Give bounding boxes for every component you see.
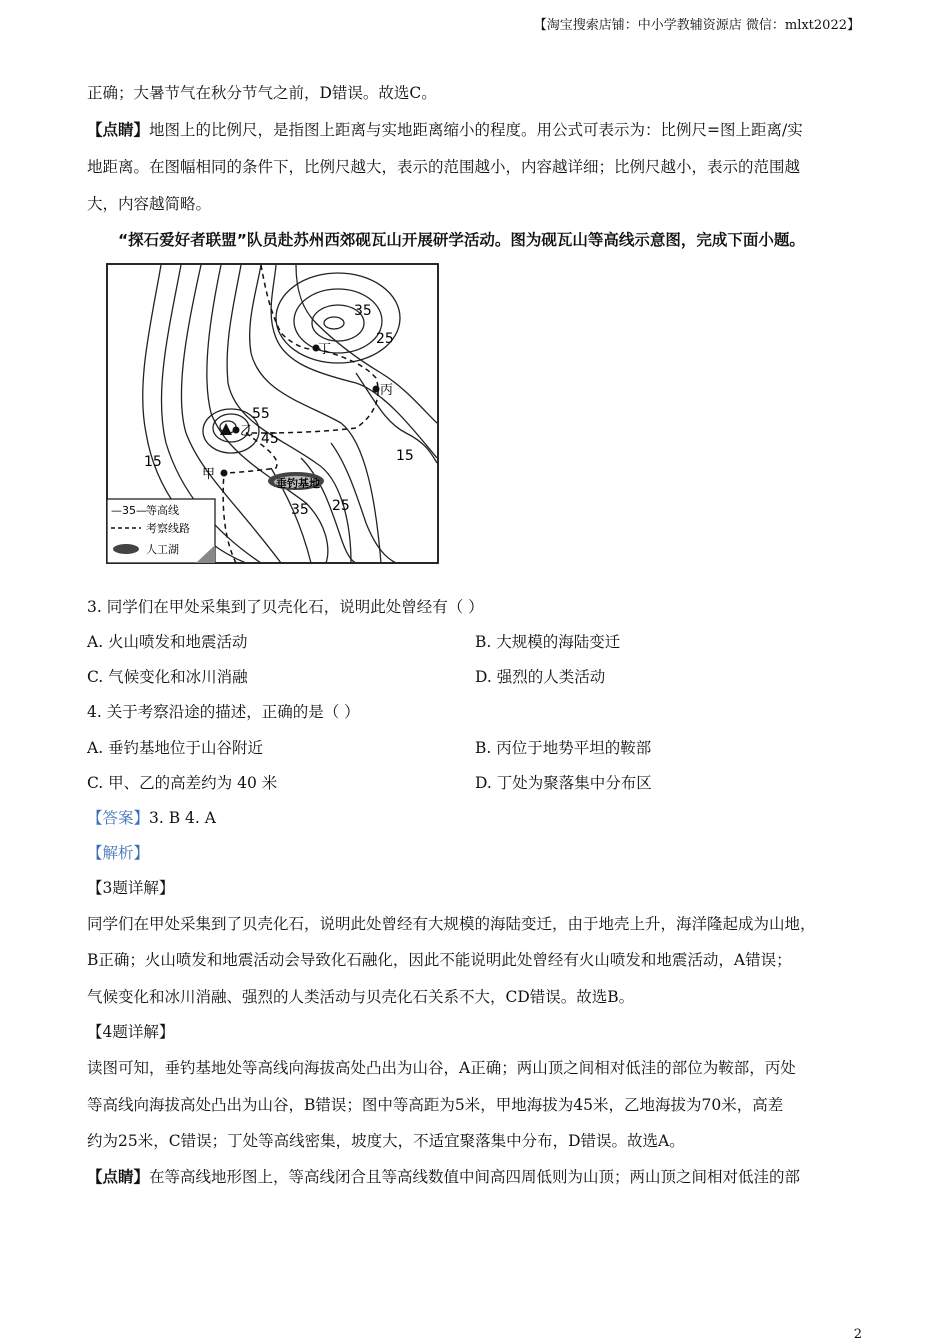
question-3-stem: 3. 同学们在甲处采集到了贝壳化石，说明此处曾经有（ ） xyxy=(87,598,484,616)
label-ding: 丁 xyxy=(318,342,332,357)
contour-label: 15 xyxy=(144,454,162,470)
question-4-stem: 4. 关于考察沿途的描述，正确的是（ ） xyxy=(87,703,360,721)
answer-tag: 【答案】 xyxy=(87,809,150,827)
tip-text: 在等高线地形图上，等高线闭合且等高线数值中间高四周低则为山顶；两山顶之间相对低洼的部 xyxy=(149,1168,801,1186)
detail-4-title: 【4题详解】 xyxy=(87,1023,175,1041)
paragraph-line xyxy=(87,118,803,140)
q3-option-d: D. 强烈的人类活动 xyxy=(475,668,606,686)
q4-option-b: B. 丙位于地势平坦的鞍部 xyxy=(475,739,652,757)
label-yi: 乙 xyxy=(240,424,254,439)
legend-contour-value: —35— xyxy=(111,504,147,517)
analysis-tag: 【解析】 xyxy=(87,844,150,862)
contour-label: 25 xyxy=(332,498,350,514)
q4-option-a: A. 垂钓基地位于山谷附近 xyxy=(87,739,264,757)
tip-line xyxy=(87,1165,800,1187)
contour-label: 35 xyxy=(291,502,309,518)
legend-lake-swatch xyxy=(113,544,139,554)
tip-tag: 【点睛】 xyxy=(87,120,150,139)
lake-label: 垂钓基地 xyxy=(276,477,320,490)
detail-4-line: 约为25米，C错误；丁处等高线密集，坡度大，不适宜聚落集中分布，D错误。故选A。 xyxy=(87,1132,685,1150)
tip-text: 地图上的比例尺，是指图上距离与实地距离缩小的程度。用公式可表示为：比例尺=图上距离/实 xyxy=(149,121,803,139)
contour-label: 15 xyxy=(396,448,414,464)
point-bing xyxy=(373,386,380,393)
page-header: 【淘宝搜索店铺：中小学教辅资源店 微信：mlxt2022】 xyxy=(533,18,860,33)
detail-3-title: 【3题详解】 xyxy=(87,879,175,897)
q3-option-b: B. 大规模的海陆变迁 xyxy=(475,633,621,651)
detail-3-line: 气候变化和冰川消融、强烈的人类活动与贝壳化石关系不大，CD错误。故选B。 xyxy=(87,988,635,1006)
point-yi xyxy=(233,427,240,434)
q3-option-a: A. 火山喷发和地震活动 xyxy=(87,633,248,651)
contour-map xyxy=(106,263,440,565)
contour-label: 55 xyxy=(252,406,270,422)
detail-4-line: 等高线向海拔高处凸出为山谷，B错误；图中等高距为5米，甲地海拔为45米，乙地海拔为70米，高差 xyxy=(87,1096,784,1114)
point-jia xyxy=(221,470,228,477)
detail-3-line: 同学们在甲处采集到了贝壳化石，说明此处曾经有大规模的海陆变迁，由于地壳上升，海洋隆起成为山地， xyxy=(87,915,816,933)
detail-4-line: 读图可知，垂钓基地处等高线向海拔高处凸出为山谷，A正确；两山顶之间相对低洼的部位为鞍部，丙处 xyxy=(87,1059,796,1077)
label-bing: 丙 xyxy=(380,383,394,398)
answer-line xyxy=(87,806,216,828)
label-jia: 甲 xyxy=(202,467,216,482)
q4-option-c: C. 甲、乙的高差约为 40 米 xyxy=(87,774,278,792)
paragraph-line: 正确；大暑节气在秋分节气之前，D错误。故选C。 xyxy=(87,84,437,102)
legend-contour: 等高线 xyxy=(146,504,179,517)
question-intro: “探石爱好者联盟”队员赴苏州西郊砚瓦山开展研学活动。图为砚瓦山等高线示意图，完成下面小题。 xyxy=(118,231,805,249)
paragraph-line: 地距离。在图幅相同的条件下，比例尺越大，表示的范围越小，内容越详细；比例尺越小，表示的范围越 xyxy=(87,158,801,176)
legend-route: 考察线路 xyxy=(146,522,190,535)
q4-option-d: D. 丁处为聚落集中分布区 xyxy=(475,774,652,792)
detail-3-line: B正确；火山喷发和地震活动会导致化石融化，因此不能说明此处曾经有火山喷发和地震活动，A错误； xyxy=(87,951,792,969)
q3-option-c: C. 气候变化和冰川消融 xyxy=(87,668,248,686)
contour-label: 45 xyxy=(261,431,279,447)
legend-lake: 人工湖 xyxy=(146,543,179,556)
contour-label: 25 xyxy=(376,331,394,347)
paragraph-line: 大，内容越简略。 xyxy=(87,195,212,213)
answer-text: 3. B 4. A xyxy=(149,809,216,827)
tip-tag: 【点睛】 xyxy=(87,1167,150,1186)
contour-label: 35 xyxy=(354,303,372,319)
page-number: 2 xyxy=(853,1327,862,1342)
